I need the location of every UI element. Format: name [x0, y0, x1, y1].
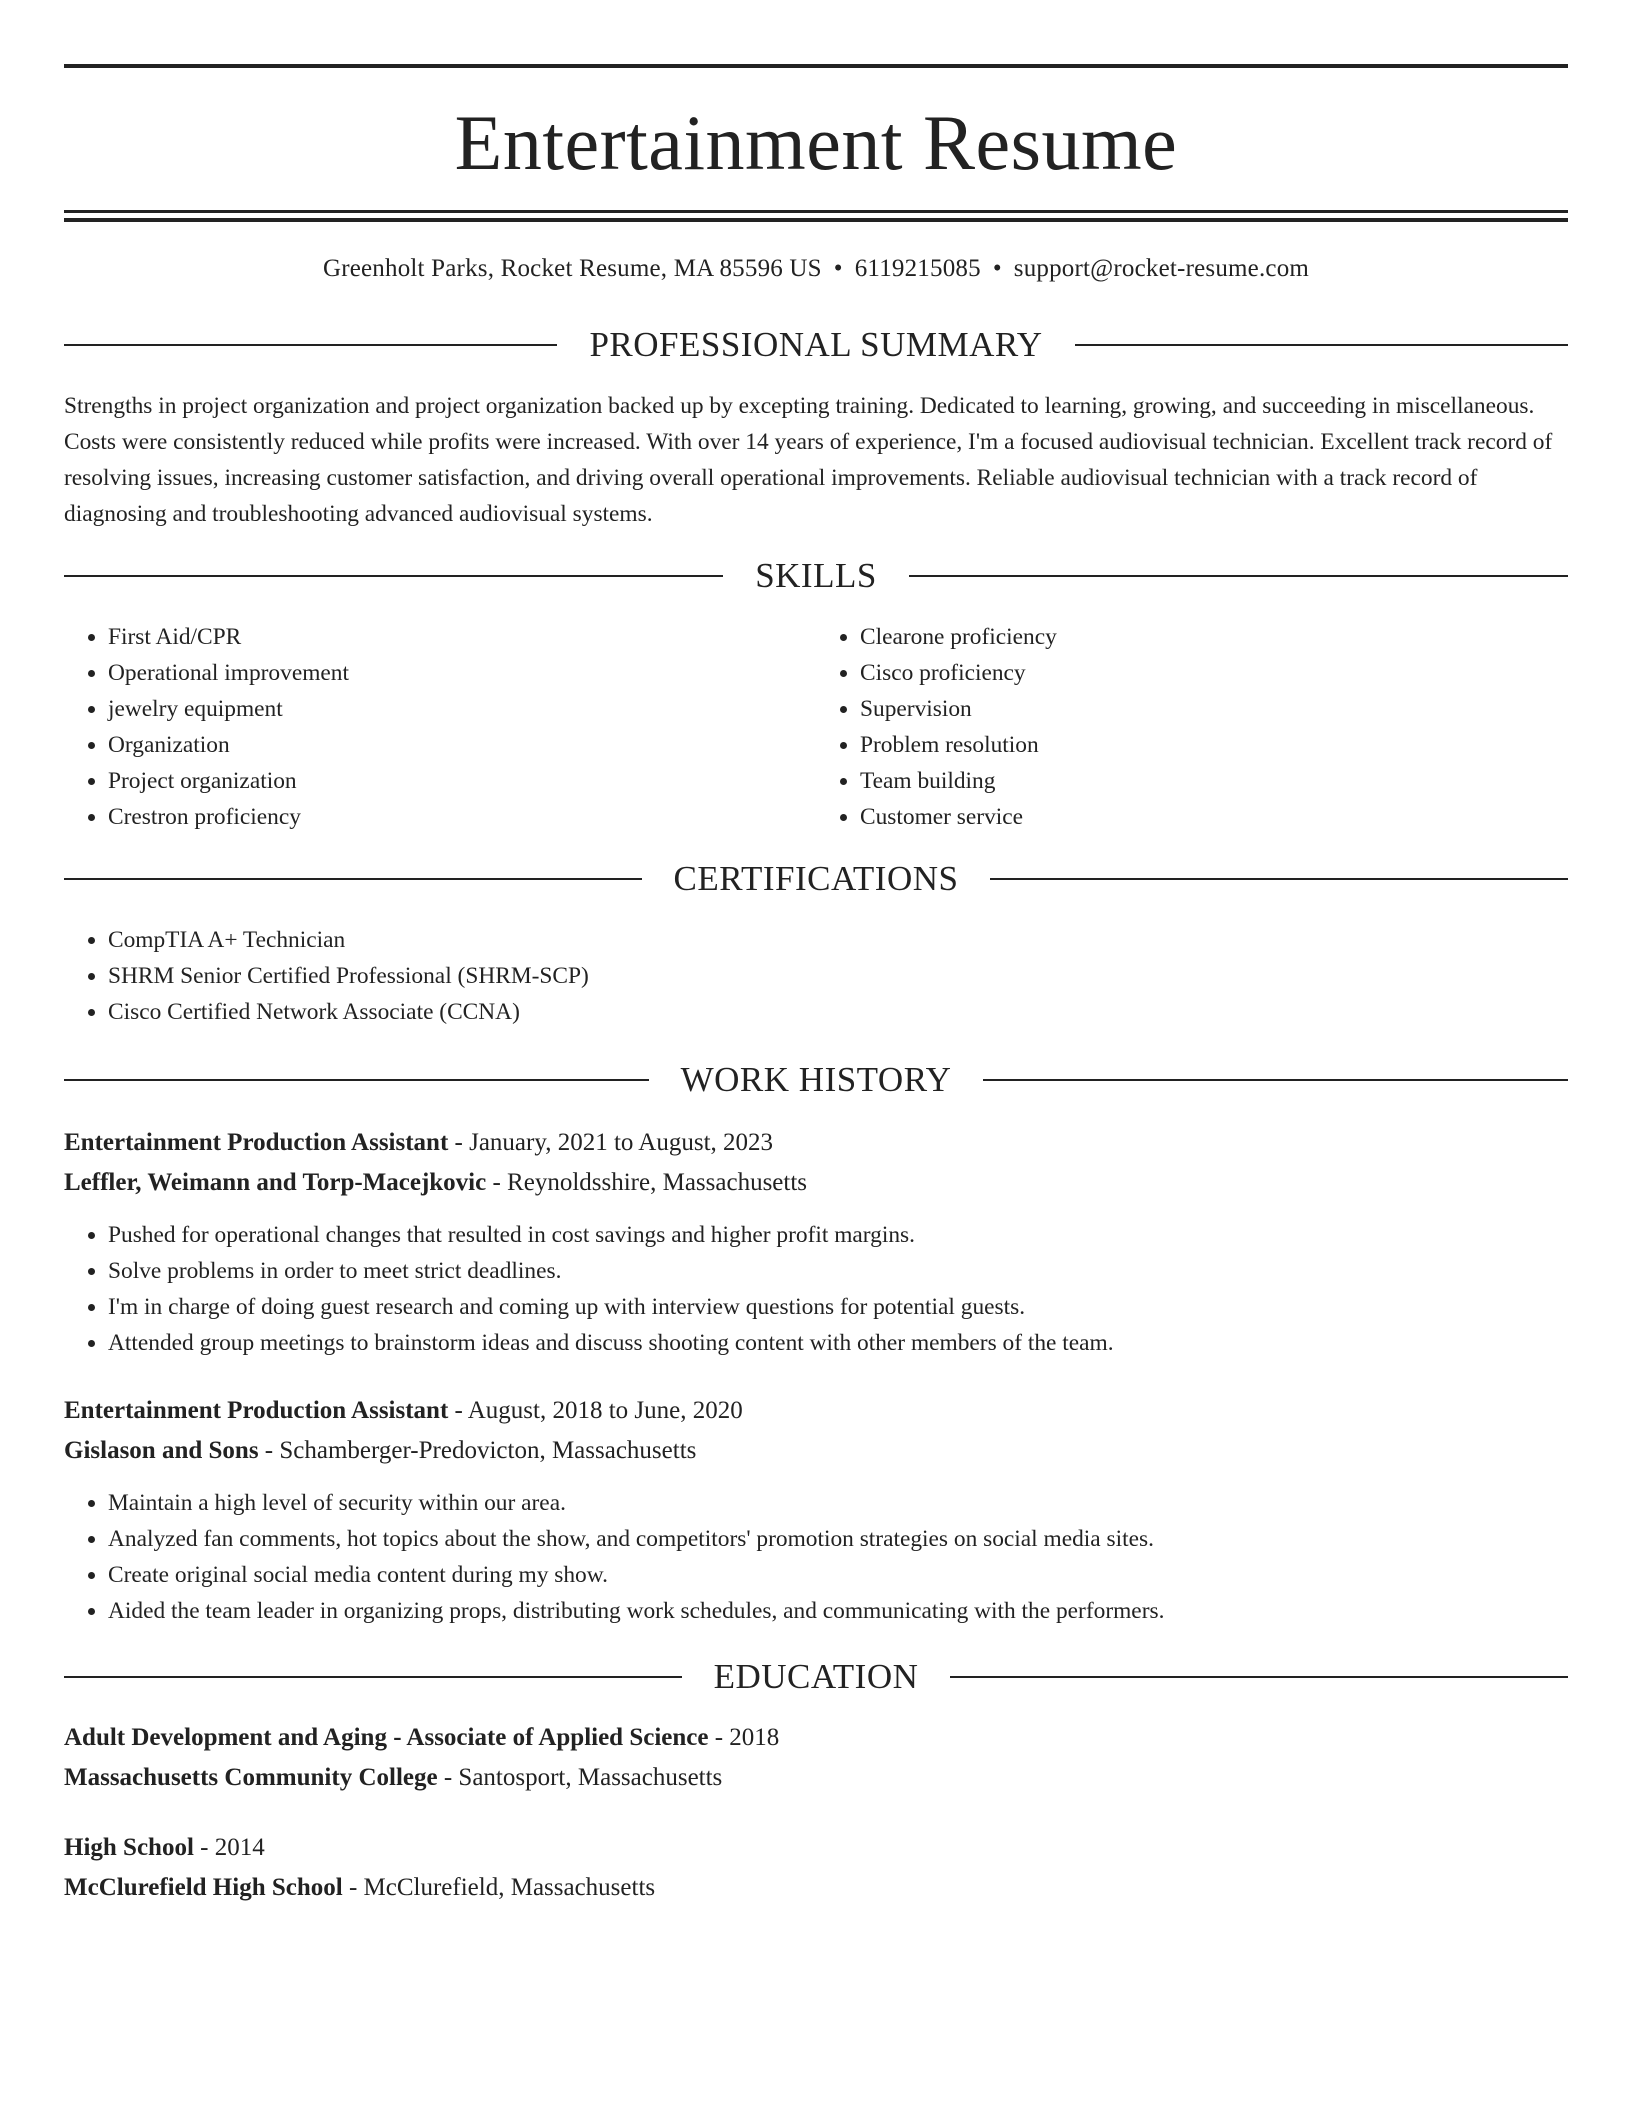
section-title: EDUCATION: [713, 1657, 919, 1696]
job-dates: - August, 2018 to June, 2020: [448, 1397, 743, 1424]
graduation-year: - 2014: [193, 1834, 265, 1861]
heading-rule-left: [64, 878, 642, 880]
school-name: Massachusetts Community College: [64, 1764, 438, 1791]
skill-item: • Customer service: [860, 799, 1568, 835]
resume-title: Entertainment Resume: [454, 99, 1178, 186]
skill-item: • Organization: [108, 727, 816, 763]
section-heading-work-history: [64, 1062, 1568, 1097]
job-duty-item: • Pushed for operational changes that resulted in cost savings and higher profit margins.: [108, 1217, 1568, 1253]
job-duty-item: • Aided the team leader in organizing props, distributing work schedules, and communicating with the performers.: [108, 1593, 1568, 1629]
skill-item: • Problem resolution: [860, 727, 1568, 763]
heading-rule-left: [64, 1079, 649, 1081]
school-line: [64, 1758, 1568, 1798]
job-duties-list: [64, 1217, 1568, 1361]
job-duty-item: • Solve problems in order to meet strict deadlines.: [108, 1253, 1568, 1289]
job-duties-list: [64, 1485, 1568, 1629]
skill-item: • Clearone proficiency: [860, 619, 1568, 655]
skill-item: • First Aid/CPR: [108, 619, 816, 655]
education-entry: [64, 1718, 1568, 1798]
job-dates: - January, 2021 to August, 2023: [448, 1129, 774, 1156]
skill-item: • jewelry equipment: [108, 691, 816, 727]
contact-address: Greenholt Parks, Rocket Resume, MA 85596 US: [322, 255, 822, 282]
education-entry: [64, 1828, 1568, 1908]
heading-rule-right: [1075, 344, 1568, 346]
section-heading-skills: [64, 558, 1568, 593]
work-entry: [64, 1391, 1568, 1629]
skills-column-right: [816, 619, 1568, 835]
heading-rule-right: [983, 1079, 1568, 1081]
employer-line: [64, 1163, 1568, 1203]
summary-text: Strengths in project organization and project organization backed up by excepting training. Dedicated to learning, growing, and succeeding in miscellaneous. Costs were consistently reduced while profits were increased. With over 14 years of experience, I'm a focused audiovisual technician. Excellent track record of resolving issues, increasing customer satisfaction, and driving overall operational improvements. Reliable audiovisual technician with a track record of diagnosing and troubleshooting advanced audiovisual systems.: [64, 393, 1553, 527]
skill-item: • Team building: [860, 763, 1568, 799]
job-title-line: [64, 1391, 1568, 1431]
heading-rule-right: [950, 1676, 1568, 1678]
certification-item: • SHRM Senior Certified Professional (SHRM-SCP): [108, 958, 1568, 994]
degree-name: High School: [64, 1834, 194, 1861]
heading-rule-left: [64, 1676, 682, 1678]
heading-rule-left: [64, 344, 557, 346]
work-entry: [64, 1123, 1568, 1361]
job-duty-item: • I'm in charge of doing guest research and coming up with interview questions for potential guests.: [108, 1289, 1568, 1325]
top-rule: [64, 64, 1568, 68]
section-title: SKILLS: [755, 556, 877, 595]
job-title: Entertainment Production Assistant: [64, 1397, 449, 1424]
contact-email: support@rocket-resume.com: [1013, 255, 1310, 282]
section-title: PROFESSIONAL SUMMARY: [589, 325, 1043, 364]
employer-location: - Schamberger-Predovicton, Massachusetts: [258, 1437, 697, 1464]
job-duty-item: • Analyzed fan comments, hot topics about the show, and competitors' promotion strategies on social media sites.: [108, 1521, 1568, 1557]
contact-line: [64, 256, 1568, 281]
section-heading-certifications: [64, 861, 1568, 896]
skill-item: • Operational improvement: [108, 655, 816, 691]
heading-rule-left: [64, 575, 723, 577]
contact-phone: 6119215085: [854, 255, 981, 282]
certification-item: • Cisco Certified Network Associate (CCNA): [108, 994, 1568, 1030]
employer-name: Gislason and Sons: [64, 1437, 259, 1464]
section-title: WORK HISTORY: [680, 1060, 952, 1099]
section-title: CERTIFICATIONS: [673, 859, 959, 898]
section-heading-summary: [64, 327, 1568, 362]
employer-name: Leffler, Weimann and Torp-Macejkovic: [64, 1169, 487, 1196]
job-title-line: [64, 1123, 1568, 1163]
employer-line: [64, 1431, 1568, 1471]
title-double-rule: [64, 210, 1568, 222]
certifications-list: [64, 922, 1568, 1030]
school-location: - Santosport, Massachusetts: [437, 1764, 723, 1791]
contact-separator: •: [833, 255, 843, 282]
skill-item: • Cisco proficiency: [860, 655, 1568, 691]
degree-name: Adult Development and Aging - Associate of Applied Science: [64, 1724, 709, 1751]
job-duty-item: • Attended group meetings to brainstorm ideas and discuss shooting content with other members of the team.: [108, 1325, 1568, 1361]
skill-item: • Project organization: [108, 763, 816, 799]
job-title: Entertainment Production Assistant: [64, 1129, 449, 1156]
skills-list: [64, 619, 1568, 835]
heading-rule-right: [990, 878, 1568, 880]
skill-item: • Supervision: [860, 691, 1568, 727]
heading-rule-right: [909, 575, 1568, 577]
skills-column-left: [64, 619, 816, 835]
employer-location: - Reynoldsshire, Massachusetts: [486, 1169, 808, 1196]
section-heading-education: [64, 1659, 1568, 1694]
school-line: [64, 1868, 1568, 1908]
school-name: McClurefield High School: [64, 1874, 343, 1901]
graduation-year: - 2018: [708, 1724, 780, 1751]
degree-line: [64, 1718, 1568, 1758]
skill-item: • Crestron proficiency: [108, 799, 816, 835]
school-location: - McClurefield, Massachusetts: [342, 1874, 656, 1901]
job-duty-item: • Create original social media content during my show.: [108, 1557, 1568, 1593]
degree-line: [64, 1828, 1568, 1868]
job-duty-item: • Maintain a high level of security within our area.: [108, 1485, 1568, 1521]
contact-separator: •: [992, 255, 1002, 282]
certification-item: • CompTIA A+ Technician: [108, 922, 1568, 958]
